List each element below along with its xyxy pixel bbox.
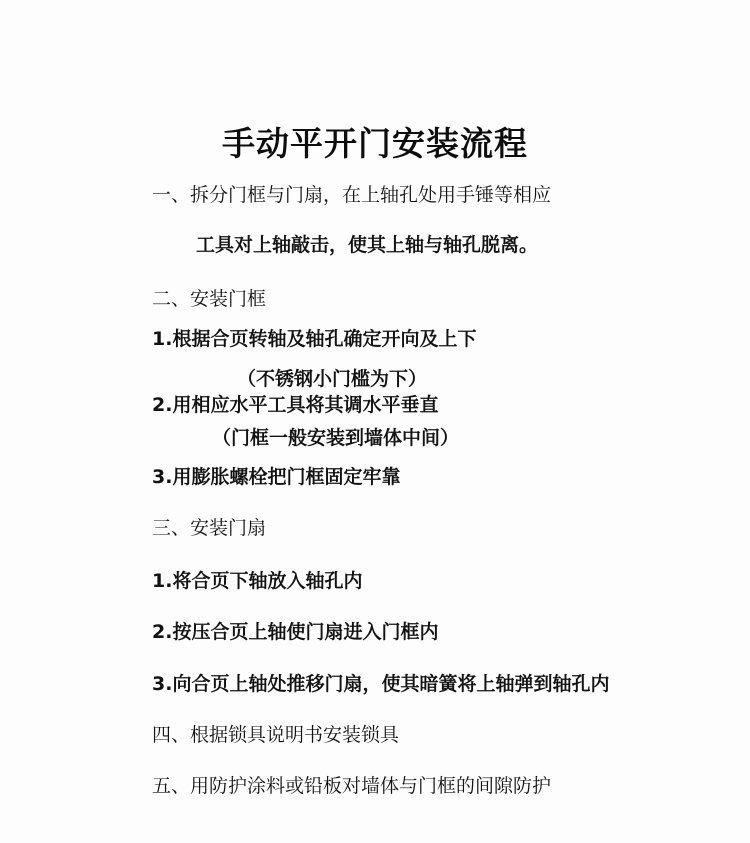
step-1-line-2: 工具对上轴敲击，使其上轴与轴孔脱离。 — [196, 234, 539, 256]
section-5-heading: 五、用防护涂料或铅板对墙体与门框的间隙防护 — [152, 775, 552, 797]
section-2-item-1-note: （不锈钢小门槛为下） — [237, 368, 428, 390]
section-2-item-1: 1.根据合页转轴及轴孔确定开向及上下 — [152, 328, 477, 350]
section-2-heading: 二、安装门框 — [152, 288, 267, 310]
section-2-item-2-note: （门框一般安装到墙体中间） — [212, 427, 460, 449]
section-2-item-2: 2.用相应水平工具将其调水平垂直 — [152, 394, 439, 416]
step-1-line-1: 一、拆分门框与门扇，在上轴孔处用手锤等相应 — [152, 184, 552, 206]
section-3-heading: 三、安装门扇 — [152, 517, 267, 539]
section-3-item-3: 3.向合页上轴处推移门扇，使其暗簧将上轴弹到轴孔内 — [152, 673, 610, 695]
section-3-item-1: 1.将合页下轴放入轴孔内 — [152, 570, 363, 592]
section-4-heading: 四、根据锁具说明书安装锁具 — [152, 724, 400, 746]
document-title: 手动平开门安装流程 — [222, 124, 528, 163]
section-2-item-3: 3.用膨胀螺栓把门框固定牢靠 — [152, 466, 401, 488]
section-3-item-2: 2.按压合页上轴使门扇进入门框内 — [152, 621, 439, 643]
